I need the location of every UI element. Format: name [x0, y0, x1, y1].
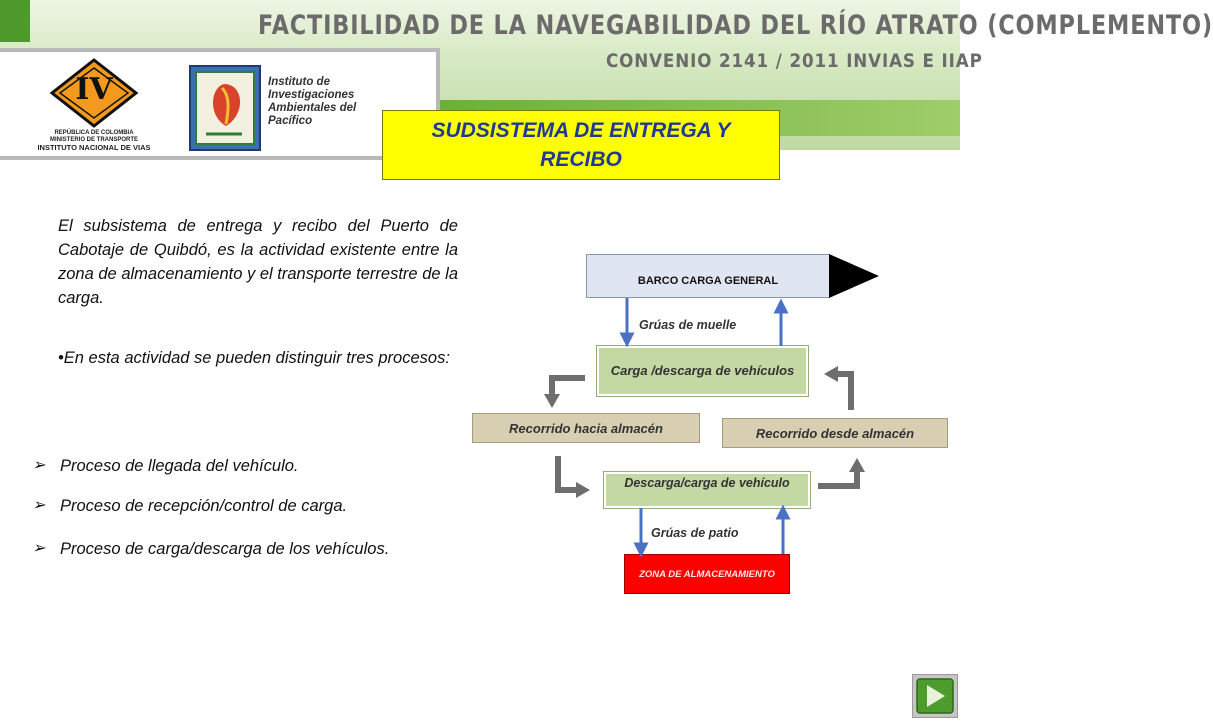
elbow-arrow-to-carga — [824, 366, 851, 410]
check-arrow-icon: ➢ — [32, 457, 46, 474]
process-item-text: Proceso de carga/descarga de los vehículos. — [60, 540, 390, 558]
zona-almacenamiento-box: ZONA DE ALMACENAMIENTO — [624, 554, 790, 594]
process-item-text: Proceso de llegada del vehículo. — [60, 457, 299, 475]
page-title: FACTIBILIDAD DE LA NAVEGABILIDAD DEL RÍO ATRATO (COMPLEMENTO) — [258, 10, 1213, 41]
recorrido-desde-box: Recorrido desde almacén — [722, 418, 948, 448]
iiap-mark: IIAP — [181, 100, 191, 118]
recorrido-hacia-box: Recorrido hacia almacén — [472, 413, 700, 443]
elbow-arrow-to-recorrido-hacia — [544, 378, 585, 408]
elbow-arrow-to-recorrido-desde — [818, 458, 865, 486]
section-title: SUDSISTEMA DE ENTREGA Y RECIBO — [431, 119, 731, 171]
gruas-muelle-label: Grúas de muelle — [639, 318, 737, 332]
iiap-institute-name: Instituto de Investigaciones Ambientales del Pacífico — [268, 76, 357, 127]
next-arrow-icon — [913, 675, 957, 717]
process-item-text: Proceso de recepción/control de carga. — [60, 497, 348, 515]
invias-line1: REPÚBLICA DE COLOMBIA — [54, 130, 134, 136]
elbow-arrow-to-descarga — [558, 456, 590, 498]
barco-box: BARCO CARGA GENERAL — [586, 254, 830, 298]
bullet-paragraph: •En esta actividad se pueden distinguir tres procesos: — [58, 349, 450, 367]
invias-line3: INSTITUTO NACIONAL DE VIAS — [37, 143, 151, 152]
next-slide-button[interactable] — [912, 674, 958, 718]
intro-paragraph: El subsistema de entrega y recibo del Puerto de Cabotaje de Quibdó, es la actividad existente entre la zona de almacenamiento y el transporte terrestre de la carga. — [58, 217, 458, 307]
gruas-patio-label: Grúas de patio — [651, 526, 739, 540]
page-subtitle: CONVENIO 2141 / 2011 INVIAS E IIAP — [606, 50, 983, 72]
invias-line2: MINISTERIO DE TRANSPORTE — [49, 137, 138, 143]
carga-descarga-box: Carga /descarga de vehículos — [597, 346, 808, 396]
invias-mark: IV — [75, 72, 113, 107]
descarga-carga-box: Descarga/carga de vehículo — [604, 472, 810, 508]
check-arrow-icon: ➢ — [32, 540, 46, 557]
check-arrow-icon: ➢ — [32, 497, 46, 514]
